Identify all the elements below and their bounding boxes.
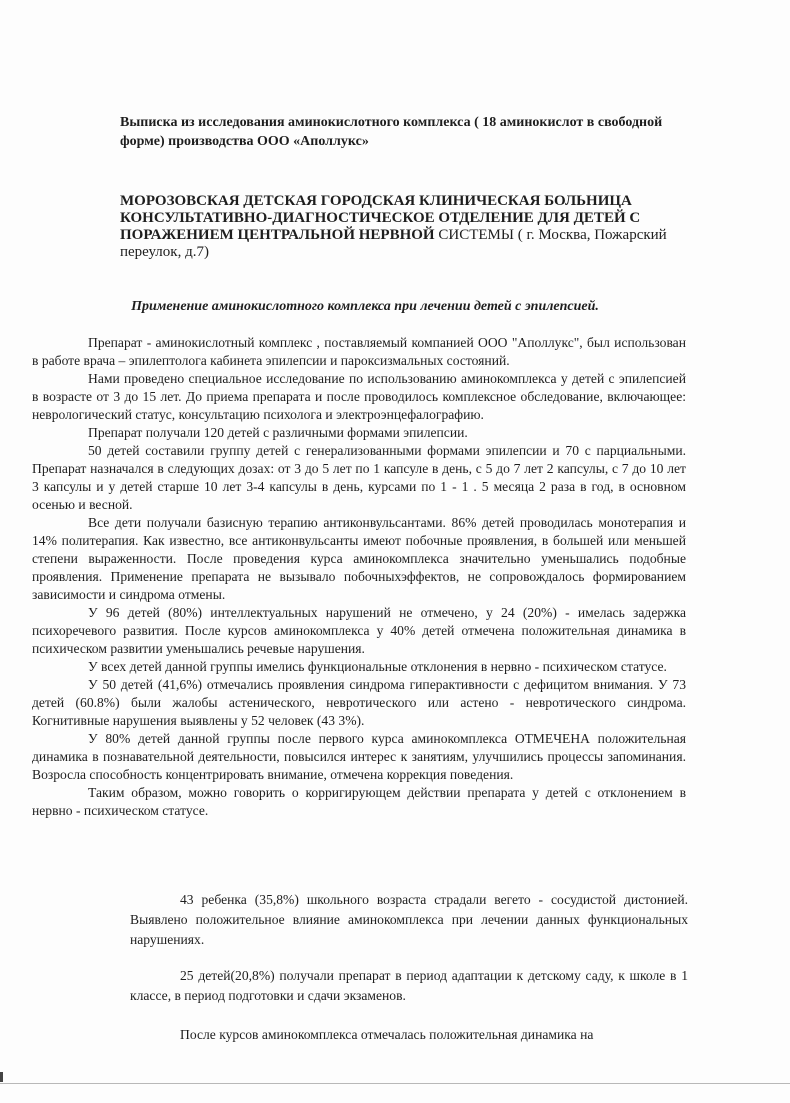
scan-edge-line: [0, 1083, 790, 1084]
indented-paragraph-block: [130, 1025, 688, 1045]
paragraph: Препарат - аминокислотный комплекс , поставляемый компанией ООО "Аполлукс", был использован в работе врача – эпилептолога кабинета эпилепсии и пароксизмальных состояний.: [32, 335, 686, 368]
paragraph: У 96 детей (80%) интеллектуальных нарушений не отмечено, у 24 (20%) - имелась задержка психоречевого развития. После курсов аминокомплекса у 40% детей отмечена положительная динамика в психическом развитии уменьшались речевые нарушения.: [32, 605, 686, 656]
paragraph: Таким образом, можно говорить о корригирующем действии препарата у детей с отклонением в нервно - психическом статусе.: [32, 785, 686, 818]
indented-paragraph-block: [130, 890, 688, 950]
paragraph: Нами проведено специальное исследование по использованию аминокомплекса у детей с эпилепсией в возрасте от 3 до 15 лет. До приема препарата и после проводилось комплексное обследование, включающее: неврологический статус, консультацию психолога и электроэнцефалографию.: [32, 371, 686, 422]
paragraph: Все дети получали базисную терапию антиконвульсантами. 86% детей проводилась монотерапия и 14% политерапия. Как известно, все антиконвульсанты имеют побочные проявления, в большей или меньшей степени выраженности. После проведения курса аминокомплекса значительно уменьшались подобные проявления. Применение препарата не вызывало побочныхэффектов, не сопровождалось формированием зависимости и синдрома отмены.: [32, 515, 686, 602]
indented-paragraph: 25 детей(20,8%) получали препарат в период адаптации к детскому саду, к школе в 1 классе, в период подготовки и сдачи экзаменов.: [130, 968, 688, 1003]
document-header: Выписка из исследования аминокислотного комплекса ( 18 аминокислот в свободной форме) производства ООО «Аполлукс»: [120, 115, 663, 149]
paragraph: У 80% детей данной группы после первого курса аминокомплекса ОТМЕЧЕНА положительная динамика в познавательной деятельности, повысился интерес к занятиям, улучшились процессы запоминания. Возросла способность концентрировать внимание, отмечена коррекция поведения.: [32, 731, 686, 782]
indented-paragraph: После курсов аминокомплекса отмечалась положительная динамика на: [180, 1027, 594, 1042]
paragraph: Препарат получали 120 детей с различными формами эпилепсии.: [88, 425, 468, 440]
paragraph: У 50 детей (41,6%) отмечались проявления синдрома гиперактивности с дефицитом внимания. У 73 детей (60.8%) были жалобы астенического, невротического или астено - невротического синдрома. Когнитивные нарушения выявлены у 52 человек (43 3%).: [32, 677, 686, 728]
section-title: Применение аминокислотного комплекса при лечении детей с эпилепсией.: [131, 299, 599, 314]
body-text: [32, 334, 686, 820]
paragraph: У всех детей данной группы имелись функциональные отклонения в нервно - психическом статусе.: [88, 659, 667, 674]
indented-paragraph-block: [130, 966, 688, 1006]
hospital-name: [120, 193, 705, 261]
scan-edge-mark: [0, 1072, 3, 1082]
paragraph: 50 детей составили группу детей с генерализованными формами эпилепсии и 70 с парциальными. Препарат назначался в следующих дозах: от 3 до 5 лет по 1 капсуле в день, с 5 до 7 лет 2 капсулы, с 7 до 10 лет 3 капсулы и у детей старше 10 лет 3-4 капсулы в день, курсами по 1 - 1 . 5 месяца 2 раза в год, в основном осенью и весной.: [32, 443, 686, 512]
hospital-name-bold: МОРОЗОВСКАЯ ДЕТСКАЯ ГОРОДСКАЯ КЛИНИЧЕСКАЯ БОЛЬНИЦА КОНСУЛЬТАТИВНО-ДИАГНОСТИЧЕСКОЕ ОТДЕЛЕНИЕ ДЛЯ ДЕТЕЙ С ПОРАЖЕНИЕМ ЦЕНТРАЛЬНОЙ НЕРВНОЙ: [120, 193, 641, 243]
indented-paragraph: 43 ребенка (35,8%) школьного возраста страдали вегето - сосудистой дистонией. Выявлено положительное влияние аминокомплекса при лечении данных функциональных нарушениях.: [130, 892, 688, 947]
hospital-name-rest: СИСТЕМЫ ( г. Москва, Пожарский переулок, д.7): [120, 227, 667, 260]
